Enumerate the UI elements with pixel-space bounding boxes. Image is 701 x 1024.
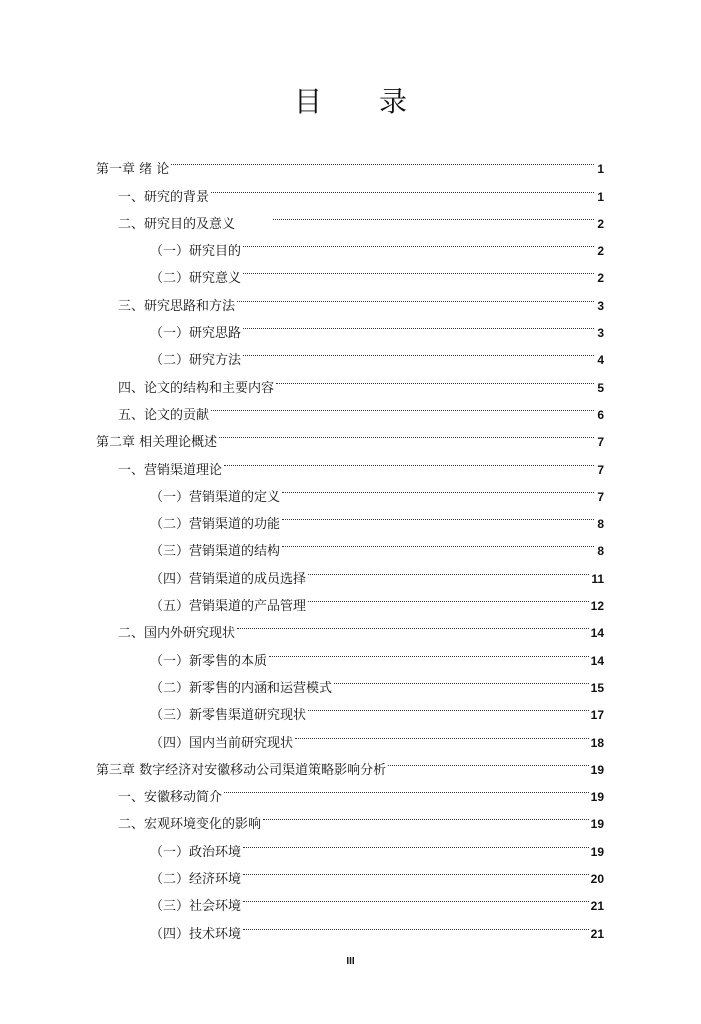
dot-leader — [237, 282, 594, 309]
dot-leader — [243, 310, 594, 337]
dot-leader — [273, 201, 594, 228]
dot-leader — [224, 446, 594, 473]
dot-leader — [211, 392, 594, 419]
dot-leader — [237, 610, 589, 637]
toc-entry-page: 7 — [597, 462, 604, 477]
dot-leader — [211, 173, 594, 200]
toc-entry-page: 14 — [590, 626, 604, 641]
toc-entry-page: 1 — [597, 162, 604, 177]
dot-leader — [295, 719, 589, 746]
toc-entry-page: 2 — [597, 216, 604, 231]
toc-entry-page: 11 — [591, 571, 604, 586]
dot-leader — [243, 883, 589, 910]
toc-entry-label: 一、研究的背景 — [118, 189, 210, 205]
toc-entry-label: 三、研究思路和方法 — [118, 298, 236, 314]
toc-entry-label: （三）新零售渠道研究现状 — [150, 708, 307, 724]
dot-leader — [263, 801, 589, 828]
toc-entry-page: 12 — [590, 599, 604, 614]
toc-entry-label: （三）营销渠道的结构 — [150, 544, 281, 560]
dot-leader — [243, 828, 589, 855]
toc-entry-label: （二）经济环境 — [150, 872, 242, 888]
toc-entry-page: 7 — [597, 435, 604, 450]
toc-entry-page: 1 — [597, 189, 604, 204]
dot-leader — [219, 419, 594, 446]
dot-leader — [308, 555, 589, 582]
dot-leader — [334, 665, 589, 692]
toc-entry-label: （二）研究意义 — [150, 271, 242, 287]
dot-leader — [243, 910, 589, 937]
toc-entry-label: 二、国内外研究现状 — [118, 626, 236, 642]
dot-leader — [243, 337, 594, 364]
toc-entry-page: 19 — [590, 790, 604, 805]
toc-entry-page: 21 — [590, 899, 604, 914]
table-of-contents — [96, 146, 604, 942]
toc-entry-label: 一、安徽移动简介 — [118, 790, 223, 806]
dot-leader — [171, 146, 594, 173]
page-number: III — [346, 956, 355, 967]
toc-entry-page: 20 — [590, 872, 604, 887]
toc-entry-page: 3 — [597, 298, 604, 313]
toc-entry-page: 8 — [597, 544, 604, 559]
toc-entry-label: （一）政治环境 — [150, 844, 242, 860]
dot-leader — [308, 583, 589, 610]
toc-entry-label: （二）研究方法 — [150, 353, 242, 369]
toc-entry-label: （二）新零售的内涵和运营模式 — [150, 680, 333, 696]
toc-entry-label: （二）营销渠道的功能 — [150, 517, 281, 533]
toc-entry-label: （五）营销渠道的产品管理 — [150, 599, 307, 615]
dot-leader — [282, 501, 594, 528]
toc-title: 目 录 — [294, 85, 431, 118]
toc-entry-label: （四）营销渠道的成员选择 — [150, 571, 307, 587]
toc-entry-label: （四）国内当前研究现状 — [150, 735, 294, 751]
toc-entry-page: 5 — [597, 380, 604, 395]
toc-entry-page: 19 — [590, 762, 604, 777]
toc-entry-label: 一、营销渠道理论 — [118, 462, 223, 478]
dot-leader — [269, 637, 589, 664]
toc-entry-label: 四、论文的结构和主要内容 — [118, 380, 275, 396]
dot-leader — [388, 747, 589, 774]
dot-leader — [243, 255, 594, 282]
toc-entry-label: 第三章 数字经济对安徽移动公司渠道策略影响分析 — [96, 762, 387, 778]
toc-entry-page: 21 — [590, 926, 604, 941]
toc-entry-label: 第一章 绪 论 — [96, 162, 170, 178]
toc-entry-label: （一）新零售的本质 — [150, 653, 268, 669]
toc-entry-label: 二、宏观环境变化的影响 — [118, 817, 262, 833]
toc-entry-page: 6 — [597, 407, 604, 422]
dot-leader — [276, 364, 594, 391]
dot-leader — [224, 774, 589, 801]
toc-entry-page: 2 — [597, 244, 604, 259]
dot-leader — [308, 692, 589, 719]
toc-entry-label: （一）研究目的 — [150, 244, 242, 260]
toc-entry-page: 15 — [590, 680, 604, 695]
toc-entry-page: 7 — [597, 489, 604, 504]
toc-entry-page: 8 — [597, 517, 604, 532]
toc-entry-label: （一）研究思路 — [150, 326, 242, 342]
toc-entry-page: 14 — [590, 653, 604, 668]
toc-entry-page: 18 — [590, 735, 604, 750]
toc-entry-page: 3 — [597, 326, 604, 341]
toc-entry[interactable] — [96, 146, 604, 178]
toc-entry-page: 19 — [590, 844, 604, 859]
toc-entry-label: 二、研究目的及意义 — [118, 216, 236, 232]
dot-leader — [243, 856, 589, 883]
toc-entry-page: 17 — [590, 708, 604, 723]
toc-entry-label: （一）营销渠道的定义 — [150, 489, 281, 505]
toc-entry-page: 19 — [590, 817, 604, 832]
toc-entry[interactable] — [96, 173, 604, 205]
dot-leader — [243, 228, 594, 255]
toc-entry-label: 五、论文的贡献 — [118, 407, 210, 423]
dot-leader — [282, 474, 594, 501]
toc-entry-label: （四）技术环境 — [150, 926, 242, 942]
toc-entry-label: 第二章 相关理论概述 — [96, 435, 218, 451]
toc-entry-page: 2 — [597, 271, 604, 286]
toc-entry-page: 4 — [597, 353, 604, 368]
toc-entry-label: （三）社会环境 — [150, 899, 242, 915]
dot-leader — [282, 528, 594, 555]
